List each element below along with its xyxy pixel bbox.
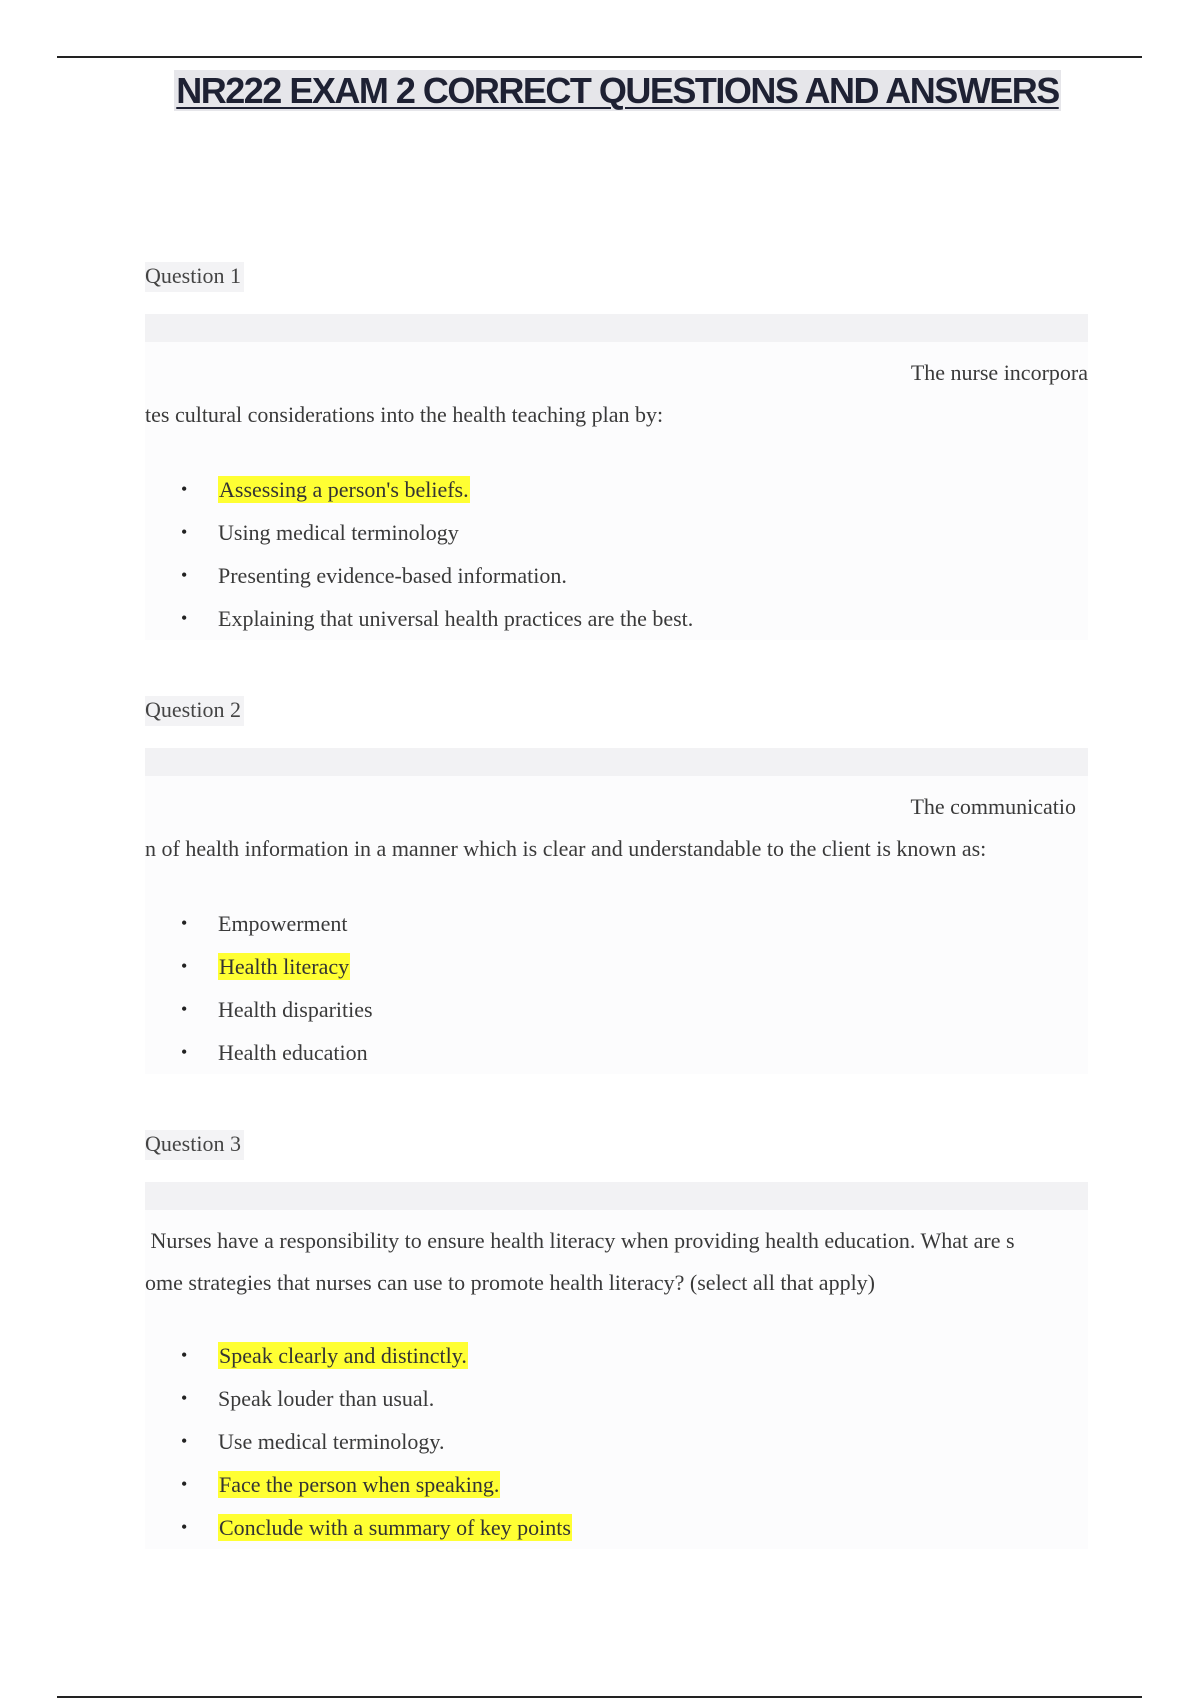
- bullet-icon: •: [181, 565, 188, 585]
- answer-option: [145, 597, 1088, 640]
- answer-option: [145, 1506, 1088, 1549]
- option-label: Presenting evidence-based information.: [218, 563, 567, 588]
- option-label: Use medical terminology.: [218, 1429, 445, 1454]
- bullet-icon: •: [181, 1517, 188, 1537]
- bullet-icon: •: [181, 522, 188, 542]
- bullet-icon: •: [181, 913, 188, 933]
- answer-options: [145, 468, 1088, 640]
- bullet-icon: •: [181, 1474, 188, 1494]
- question-bar: [145, 1182, 1088, 1210]
- answer-option: [145, 1463, 1088, 1506]
- question-text-line-1: Nurses have a responsibility to ensure health literacy when providing health education. What are s: [145, 1228, 1015, 1253]
- answer-option: [145, 988, 1088, 1031]
- question-body: [145, 1210, 1088, 1549]
- option-label: Using medical terminology: [218, 520, 459, 545]
- bullet-icon: •: [181, 1431, 188, 1451]
- option-label: Explaining that universal health practices are the best.: [218, 606, 694, 631]
- bullet-icon: •: [181, 608, 188, 628]
- document-title: [0, 70, 1200, 112]
- document-title-text: NR222 EXAM 2 CORRECT QUESTIONS AND ANSWERS: [176, 70, 1059, 111]
- answer-option: [145, 1334, 1088, 1377]
- question-text: [145, 1210, 1088, 1304]
- bullet-icon: •: [181, 999, 188, 1019]
- question-bar: [145, 314, 1088, 342]
- question-text-line-1: The communicatio: [910, 794, 1076, 819]
- question-3: [145, 1130, 1088, 1549]
- question-body: [145, 342, 1088, 640]
- question-text-line-2: tes cultural considerations into the health teaching plan by:: [145, 402, 664, 427]
- question-heading: Question 2: [145, 696, 244, 726]
- bullet-icon: •: [181, 956, 188, 976]
- bullet-icon: •: [181, 1388, 188, 1408]
- answer-option: [145, 1377, 1088, 1420]
- question-2: [145, 696, 1088, 1074]
- answer-option: [145, 468, 1088, 511]
- answer-option: [145, 554, 1088, 597]
- answer-option: [145, 902, 1088, 945]
- question-text: [145, 342, 1088, 436]
- bullet-icon: •: [181, 1042, 188, 1062]
- bullet-icon: •: [181, 479, 188, 499]
- option-label: Health education: [218, 1040, 368, 1065]
- option-label: Empowerment: [218, 911, 348, 936]
- bottom-rule: [57, 1696, 1142, 1698]
- answer-option: [145, 1420, 1088, 1463]
- option-label: Health literacy: [219, 954, 350, 979]
- answer-options: [145, 1334, 1088, 1549]
- question-bar: [145, 748, 1088, 776]
- option-label: Assessing a person's beliefs.: [219, 477, 469, 502]
- question-heading: Question 1: [145, 262, 244, 292]
- answer-option: [145, 1031, 1088, 1074]
- option-label: Face the person when speaking.: [219, 1472, 500, 1497]
- answer-option: [145, 511, 1088, 554]
- question-text-line-2: n of health information in a manner which is clear and understandable to the client is known as:: [145, 836, 987, 861]
- question-body: [145, 776, 1088, 1074]
- question-text: [145, 776, 1088, 870]
- question-text-line-1: The nurse incorpora: [910, 360, 1088, 385]
- question-1: [145, 262, 1088, 640]
- top-rule: [57, 56, 1142, 58]
- question-heading: Question 3: [145, 1130, 244, 1160]
- option-label: Speak clearly and distinctly.: [219, 1343, 467, 1368]
- option-label: Health disparities: [218, 997, 373, 1022]
- answer-option: [145, 945, 1088, 988]
- question-text-line-2: ome strategies that nurses can use to promote health literacy? (select all that apply): [145, 1270, 876, 1295]
- bullet-icon: •: [181, 1345, 188, 1365]
- answer-options: [145, 902, 1088, 1074]
- option-label: Speak louder than usual.: [218, 1386, 435, 1411]
- option-label: Conclude with a summary of key points: [219, 1515, 571, 1540]
